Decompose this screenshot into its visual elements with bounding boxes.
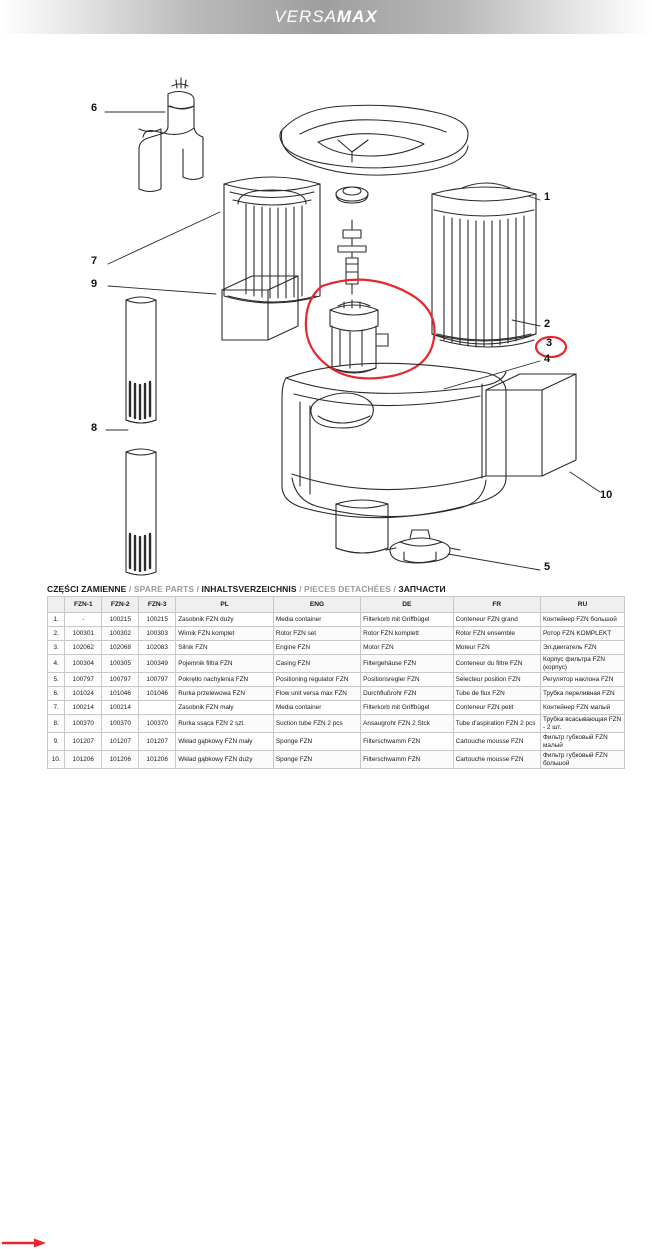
cell-pl: Rurka ssąca FZN 2 szt.	[176, 715, 274, 733]
cell-index: 4.	[48, 655, 65, 673]
title-sep-4: /	[390, 584, 399, 594]
cell-fzn2: 100797	[102, 673, 139, 687]
cell-de: Motor FZN	[361, 641, 453, 655]
cell-fzn1: 101207	[65, 733, 102, 751]
callout-2: 2	[544, 318, 551, 330]
cell-fzn3: 100370	[139, 715, 176, 733]
cell-pl: Silnik FZN	[176, 641, 274, 655]
cell-ru: Контейнер FZN малый	[541, 701, 625, 715]
cell-index: 8.	[48, 715, 65, 733]
cell-fzn2: 100370	[102, 715, 139, 733]
header-de: DE	[361, 597, 453, 613]
table-header-row	[48, 597, 625, 613]
cell-fr: Moteur FZN	[453, 641, 540, 655]
cell-eng: Engine FZN	[273, 641, 360, 655]
cell-de: Rotor FZN komplett	[361, 627, 453, 641]
cell-fzn2: 101207	[102, 733, 139, 751]
cell-index: 9.	[48, 733, 65, 751]
cell-fzn1: 100370	[65, 715, 102, 733]
cell-ru: Корпус фильтра FZN (корпус)	[541, 655, 625, 673]
cell-de: Filterkorb mit Griffbügel	[361, 701, 453, 715]
callout-6: 6	[91, 102, 98, 114]
cell-ru: Ротор FZN KOMPLEKT	[541, 627, 625, 641]
callout-4: 4	[544, 353, 551, 365]
cell-fr: Rotor FZN ensemble	[453, 627, 540, 641]
cell-ru: Эл.двигатель FZN	[541, 641, 625, 655]
cell-fzn1: 100304	[65, 655, 102, 673]
cell-pl: Wkład gąbkowy FZN mały	[176, 733, 274, 751]
callout-7: 7	[91, 255, 98, 267]
cell-pl: Wirnik FZN komplet	[176, 627, 274, 641]
cell-de: Filtergehäuse FZN	[361, 655, 453, 673]
table-row	[48, 701, 625, 715]
cell-pl: Wkład gąbkowy FZN duży	[176, 751, 274, 769]
cell-index: 6.	[48, 687, 65, 701]
cell-fr: Cartouche mousse FZN	[453, 751, 540, 769]
cell-pl: Pokrętło nachylenia FZN	[176, 673, 274, 687]
cell-ru: Трубка переливная FZN	[541, 687, 625, 701]
callout-5: 5	[544, 561, 551, 573]
callout-leader-lines	[105, 112, 600, 570]
cell-eng: Positioning regulator FZN	[273, 673, 360, 687]
callout-8: 8	[91, 422, 98, 434]
cell-fzn1: 101024	[65, 687, 102, 701]
cell-fr: Selecteur position FZN	[453, 673, 540, 687]
spare-parts-table	[47, 596, 625, 769]
brand-bold: MAX	[336, 7, 378, 26]
cell-fr: Conteneur du filtre FZN	[453, 655, 540, 673]
cell-fzn2: 102068	[102, 641, 139, 655]
cell-de: Durchflußrohr FZN	[361, 687, 453, 701]
cell-eng: Suction tube FZN 2 pcs	[273, 715, 360, 733]
cell-ru: Контейнер FZN большой	[541, 613, 625, 627]
callout-10: 10	[600, 489, 613, 501]
cell-ru: Фильтр губковый FZN большой	[541, 751, 625, 769]
cell-fzn3: 101206	[139, 751, 176, 769]
part-sponge-large	[486, 374, 576, 476]
cell-fzn2: 100214	[102, 701, 139, 715]
cell-pl: Rurka przelewowa FZN	[176, 687, 274, 701]
row-highlight-arrow-icon	[2, 1237, 48, 1249]
spare-parts-title	[47, 584, 446, 594]
header-fzn1: FZN-1	[65, 597, 102, 613]
cell-eng: Rotor FZN set	[273, 627, 360, 641]
cell-fzn1: 101206	[65, 751, 102, 769]
cell-eng: Sponge FZN	[273, 751, 360, 769]
cell-fzn3: 100303	[139, 627, 176, 641]
part-sponge-small	[222, 276, 298, 340]
brand-light: VERSA	[274, 7, 337, 26]
cell-fzn1: 100214	[65, 701, 102, 715]
table-row	[48, 655, 625, 673]
callout-9: 9	[91, 278, 98, 290]
cell-pl: Pojemnik filtra FZN	[176, 655, 274, 673]
table-row	[48, 715, 625, 733]
cell-eng: Casing FZN	[273, 655, 360, 673]
brand-title	[274, 7, 377, 27]
cell-fzn1: 100797	[65, 673, 102, 687]
part-motor-block	[330, 300, 388, 373]
table-row	[48, 687, 625, 701]
cell-fzn2: 101046	[102, 687, 139, 701]
cell-fr: Conteneur FZN petit	[453, 701, 540, 715]
part-rotor-assembly	[338, 220, 366, 294]
table-row	[48, 673, 625, 687]
cell-index: 1.	[48, 613, 65, 627]
cell-fzn2: 101206	[102, 751, 139, 769]
part-suction-tube-lower	[126, 449, 156, 575]
part-seal-cap	[336, 187, 368, 203]
table-row	[48, 733, 625, 751]
cell-index: 2.	[48, 627, 65, 641]
cell-fzn2: 100305	[102, 655, 139, 673]
cell-index: 10.	[48, 751, 65, 769]
cell-index: 7.	[48, 701, 65, 715]
table-row	[48, 751, 625, 769]
header-index	[48, 597, 65, 613]
title-sep-2: /	[194, 584, 202, 594]
cell-de: Filterschwamm FZN	[361, 733, 453, 751]
cell-fr: Tube d'aspiration FZN 2 pcs	[453, 715, 540, 733]
title-part-fr: PIECES DETACHÉES	[304, 584, 391, 594]
title-sep-3: /	[296, 584, 305, 594]
cell-pl: Zasobnik FZN duży	[176, 613, 274, 627]
cell-fzn3: 101207	[139, 733, 176, 751]
cell-fzn1: 100301	[65, 627, 102, 641]
cell-eng: Media container	[273, 701, 360, 715]
cell-fzn3	[139, 701, 176, 715]
cell-eng: Flow unit versa max FZN	[273, 687, 360, 701]
cell-de: Ansaugrohr FZN 2 Stck	[361, 715, 453, 733]
cell-index: 3.	[48, 641, 65, 655]
cell-fr: Conteneur FZN grand	[453, 613, 540, 627]
part-suction-tube-upper	[126, 297, 156, 423]
cell-fzn3: 100797	[139, 673, 176, 687]
cell-fzn1: 102062	[65, 641, 102, 655]
part-positioning-regulator	[386, 530, 460, 563]
title-part-pl: CZĘŚCI ZAMIENNE	[47, 584, 127, 594]
cell-fzn2: 100302	[102, 627, 139, 641]
cell-fr: Cartouche mousse FZN	[453, 733, 540, 751]
cell-eng: Sponge FZN	[273, 733, 360, 751]
table-row	[48, 641, 625, 655]
table-row	[48, 627, 625, 641]
title-part-en: SPARE PARTS	[133, 584, 195, 594]
cell-fzn3: 102083	[139, 641, 176, 655]
cell-index: 5.	[48, 673, 65, 687]
callout-3: 3	[546, 337, 553, 349]
table-row	[48, 613, 625, 627]
header-banner	[0, 0, 652, 34]
header-ru: RU	[541, 597, 625, 613]
title-part-de: INHALTSVERZEICHNIS	[201, 584, 297, 594]
cell-ru: Фильтр губковый FZN малый	[541, 733, 625, 751]
header-eng: ENG	[273, 597, 360, 613]
part-overflow-tube-top	[139, 78, 203, 192]
part-filter-housing	[432, 183, 536, 347]
cell-fzn3: 100215	[139, 613, 176, 627]
part-casing-body	[282, 363, 506, 553]
title-part-ru: ЗАПЧАСТИ	[398, 584, 446, 594]
cell-de: Filterkorb mit Griffbügel	[361, 613, 453, 627]
header-fr: FR	[453, 597, 540, 613]
cell-ru: Трубка всасывающая FZN - 2 шт.	[541, 715, 625, 733]
cell-fzn3: 101046	[139, 687, 176, 701]
cell-fzn1: -	[65, 613, 102, 627]
header-pl: PL	[176, 597, 274, 613]
callout-1: 1	[544, 191, 551, 203]
cell-pl: Zasobnik FZN mały	[176, 701, 274, 715]
cell-ru: Регулятор наклона FZN	[541, 673, 625, 687]
cell-de: Filterschwamm FZN	[361, 751, 453, 769]
part-media-container-large	[224, 177, 320, 303]
cell-fzn2: 100215	[102, 613, 139, 627]
header-fzn2: FZN-2	[102, 597, 139, 613]
cell-de: Positionsregler FZN	[361, 673, 453, 687]
title-sep-1: /	[126, 584, 134, 594]
cell-eng: Media container	[273, 613, 360, 627]
cell-fr: Tube de flux FZN	[453, 687, 540, 701]
exploded-diagram	[0, 34, 652, 579]
header-fzn3: FZN-3	[139, 597, 176, 613]
part-top-cover	[280, 105, 468, 175]
diagram-artwork	[0, 34, 652, 579]
cell-fzn3: 100349	[139, 655, 176, 673]
